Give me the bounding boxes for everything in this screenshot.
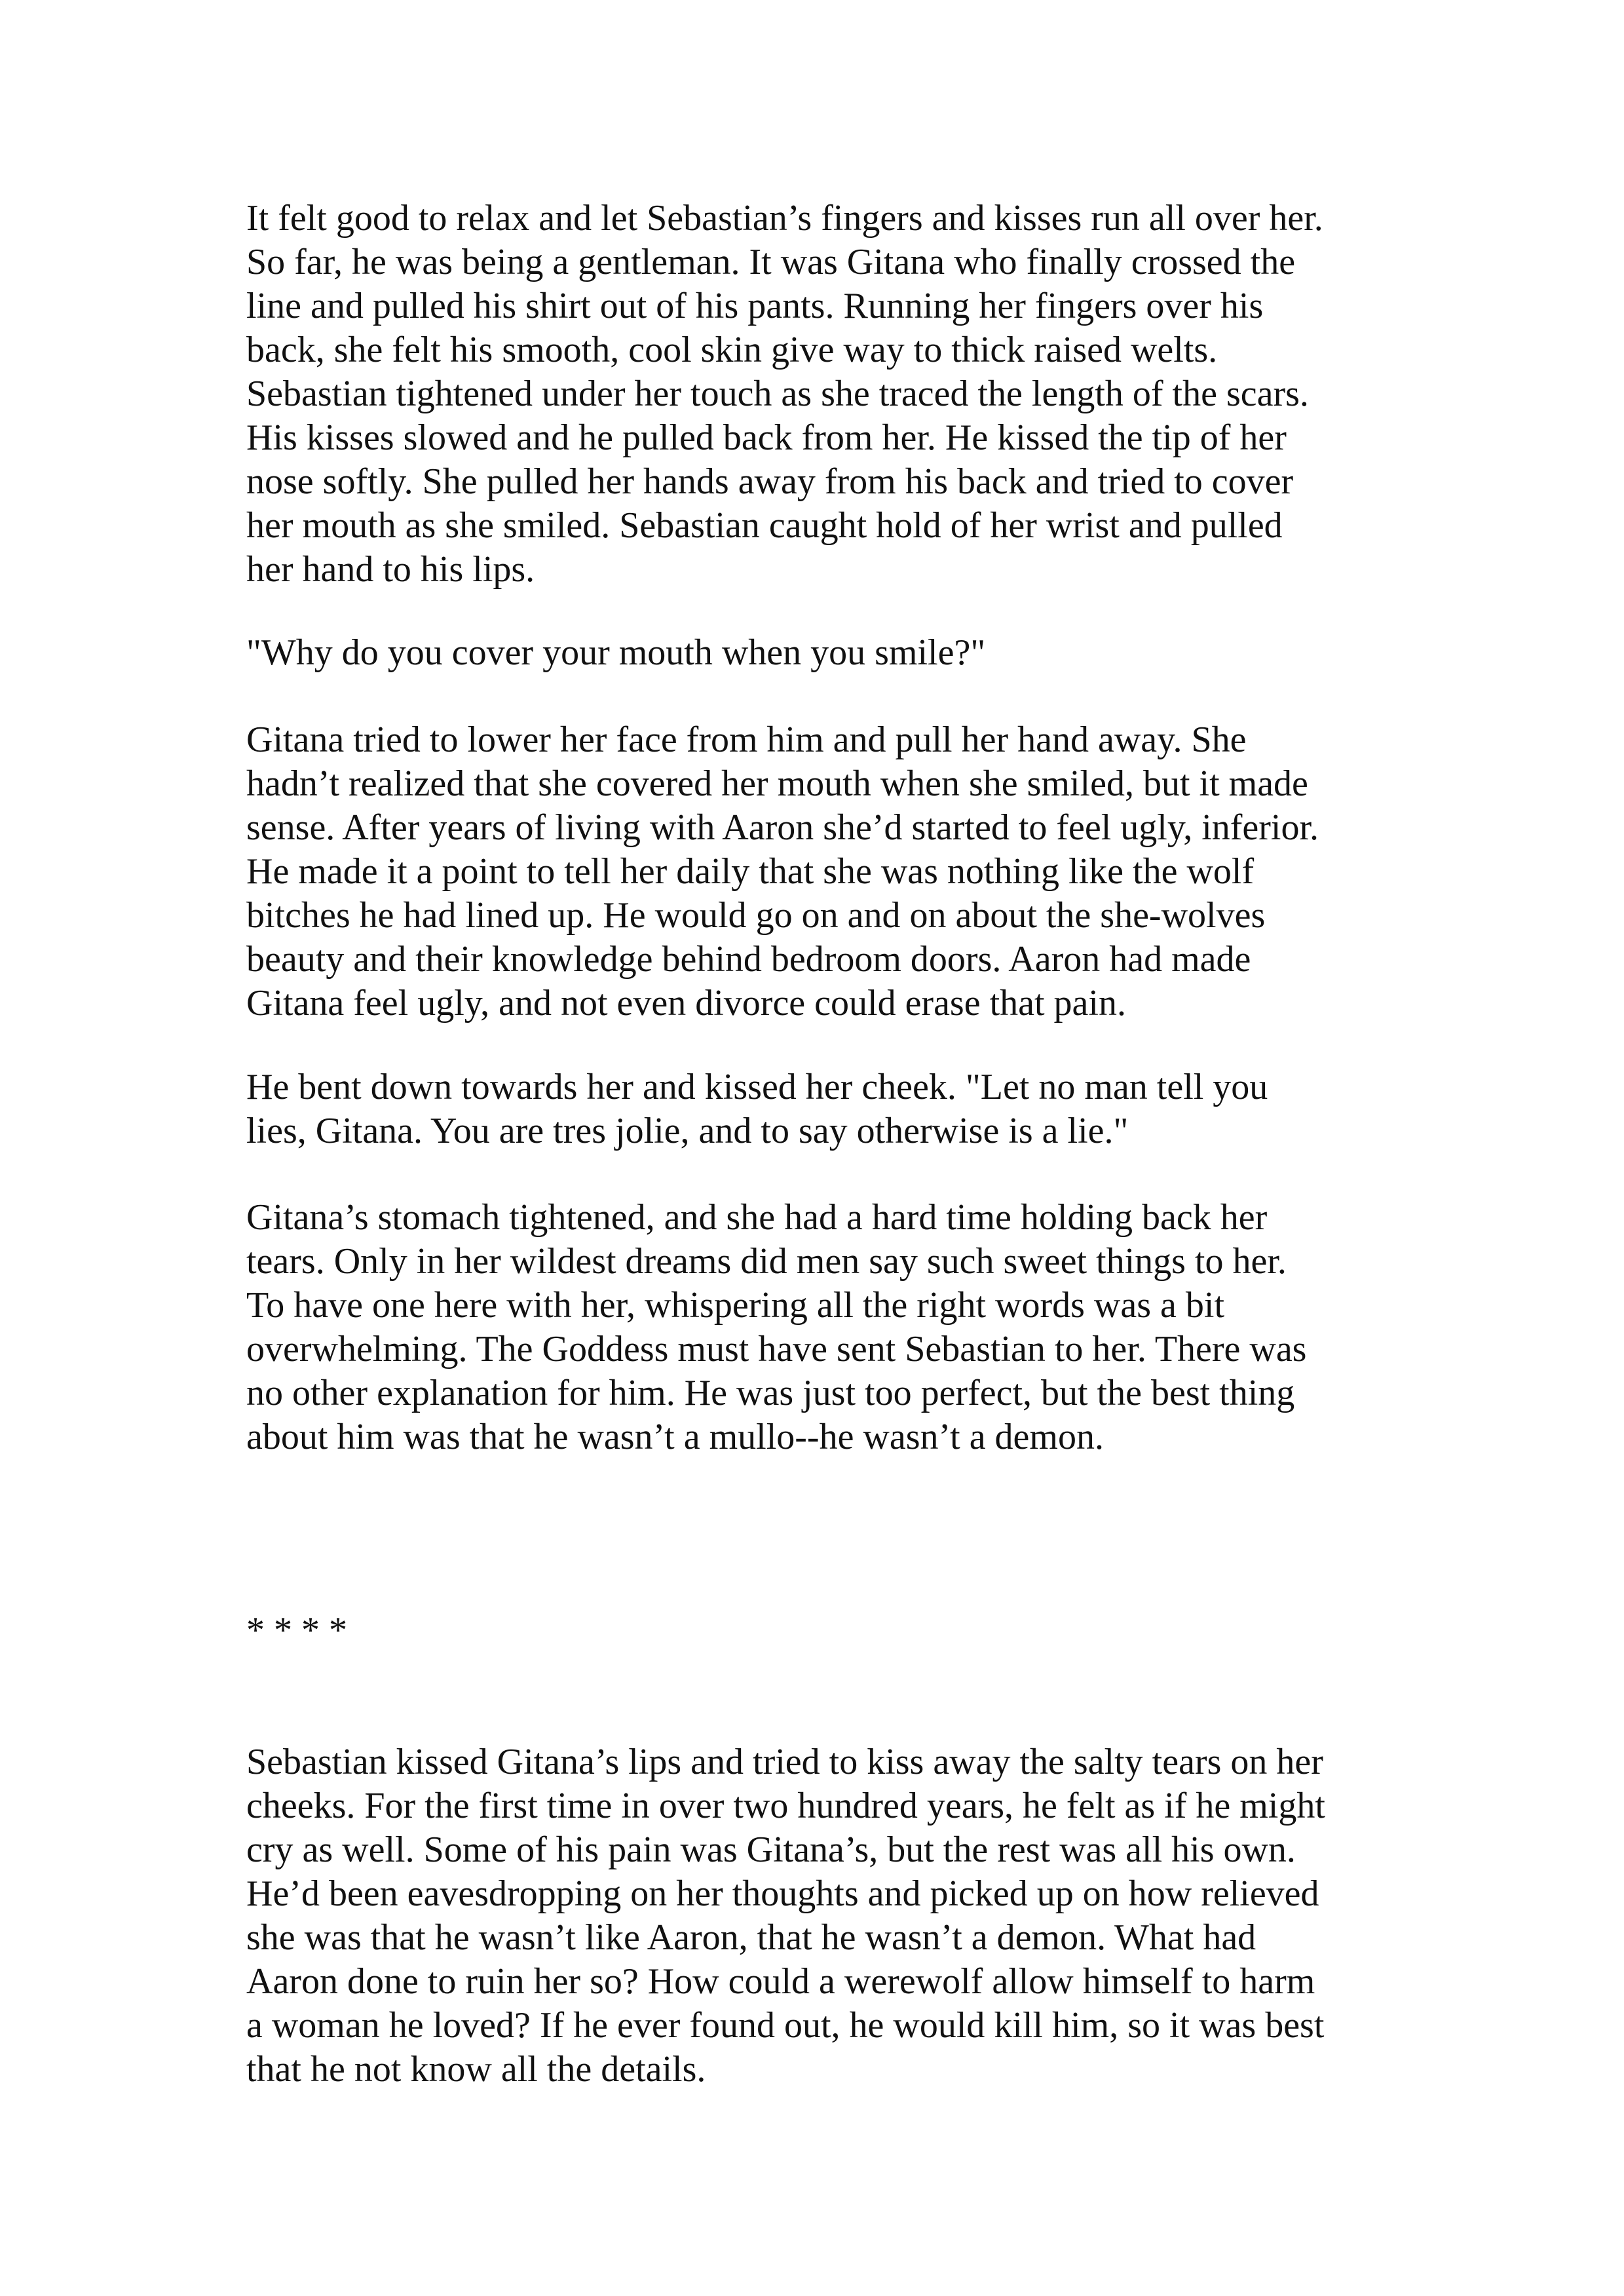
text-line: nose softly. She pulled her hands away from his back and tried to cover xyxy=(246,461,1294,502)
text-line: bitches he had lined up. He would go on and on about the she-wolves xyxy=(246,895,1266,936)
text-line: about him was that he wasn’t a mullo--he wasn’t a demon. xyxy=(246,1417,1104,1457)
text-line: no other explanation for him. He was just too perfect, but the best thing xyxy=(246,1373,1295,1413)
text-line: Sebastian kissed Gitana’s lips and tried to kiss away the salty tears on her xyxy=(246,1742,1323,1782)
paragraph-1 xyxy=(246,197,1412,592)
text-line: sense. After years of living with Aaron she’d started to feel ugly, inferior. xyxy=(246,807,1319,848)
text-line: her mouth as she smiled. Sebastian caught hold of her wrist and pulled xyxy=(246,505,1283,546)
text-line: "Why do you cover your mouth when you smile?" xyxy=(246,632,986,673)
text-line: a woman he loved? If he ever found out, he would kill him, so it was best xyxy=(246,2005,1325,2046)
text-line: she was that he wasn’t like Aaron, that he wasn’t a demon. What had xyxy=(246,1917,1256,1958)
paragraph-6 xyxy=(246,1740,1412,2092)
text-line: He made it a point to tell her daily that she was nothing like the wolf xyxy=(246,851,1255,892)
text-line: Aaron done to ruin her so? How could a werewolf allow himself to harm xyxy=(246,1961,1315,2002)
text-line: So far, he was being a gentleman. It was Gitana who finally crossed the xyxy=(246,242,1296,282)
text-line: cry as well. Some of his pain was Gitana’s, but the rest was all his own. xyxy=(246,1829,1296,1870)
text-line: Gitana’s stomach tightened, and she had a hard time holding back her xyxy=(246,1197,1268,1238)
text-line: Gitana feel ugly, and not even divorce could erase that pain. xyxy=(246,983,1126,1024)
text-line: It felt good to relax and let Sebastian’s fingers and kisses run all over her. xyxy=(246,198,1323,239)
text-line: To have one here with her, whispering all the right words was a bit xyxy=(246,1285,1224,1326)
text-line: beauty and their knowledge behind bedroom doors. Aaron had made xyxy=(246,939,1251,980)
text-line: overwhelming. The Goddess must have sent Sebastian to her. There was xyxy=(246,1329,1307,1369)
text-line: Sebastian tightened under her touch as she traced the length of the scars. xyxy=(246,373,1309,414)
text-line: His kisses slowed and he pulled back from her. He kissed the tip of her xyxy=(246,417,1287,458)
text-line: hadn’t realized that she covered her mouth when she smiled, but it made xyxy=(246,763,1308,804)
text-line: line and pulled his shirt out of his pants. Running her fingers over his xyxy=(246,286,1264,326)
text-line: Gitana tried to lower her face from him and pull her hand away. She xyxy=(246,719,1247,760)
text-line: back, she felt his smooth, cool skin give way to thick raised welts. xyxy=(246,330,1218,370)
scene-break: * * * * xyxy=(246,1610,347,1651)
paragraph-4 xyxy=(246,1065,1412,1153)
text-line: He’d been eavesdropping on her thoughts and picked up on how relieved xyxy=(246,1873,1319,1914)
text-line: He bent down towards her and kissed her cheek. "Let no man tell you xyxy=(246,1067,1268,1107)
text-line: tears. Only in her wildest dreams did men say such sweet things to her. xyxy=(246,1241,1287,1282)
text-line: cheeks. For the first time in over two hundred years, he felt as if he might xyxy=(246,1786,1325,1826)
text-line: her hand to his lips. xyxy=(246,549,535,590)
paragraph-3 xyxy=(246,718,1412,1025)
paragraph-2 xyxy=(246,631,1412,675)
text-line: lies, Gitana. You are tres jolie, and to say otherwise is a lie." xyxy=(246,1111,1129,1151)
text-line: that he not know all the details. xyxy=(246,2049,706,2090)
paragraph-5 xyxy=(246,1196,1412,1459)
